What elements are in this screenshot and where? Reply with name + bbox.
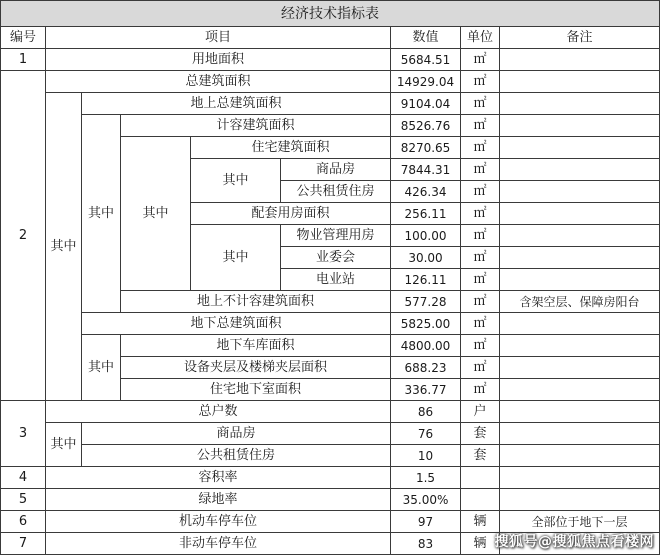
- value-cell: 8270.65: [391, 137, 461, 159]
- value-cell: 76: [391, 423, 461, 445]
- unit-cell: ㎡: [461, 269, 500, 291]
- value-cell: 100.00: [391, 225, 461, 247]
- row-number: 4: [1, 467, 46, 489]
- table-row: [1, 71, 660, 93]
- table-row: [1, 49, 660, 71]
- sub-group-label: 其中: [82, 335, 121, 401]
- item-label: 绿地率: [46, 489, 391, 511]
- value-cell: 126.11: [391, 269, 461, 291]
- header-remark: 备注: [500, 27, 660, 49]
- sub-group-label: 其中: [82, 115, 121, 313]
- table-row: [1, 335, 660, 357]
- item-label: 商品房: [281, 159, 391, 181]
- item-label: 物业管理用房: [281, 225, 391, 247]
- table-title: 经济技术指标表: [1, 1, 660, 27]
- remark-cell: [500, 467, 660, 489]
- unit-cell: 辆: [461, 511, 500, 533]
- unit-cell: ㎡: [461, 291, 500, 313]
- header-row: [1, 27, 660, 49]
- remark-cell: [500, 159, 660, 181]
- remark-cell: [500, 423, 660, 445]
- unit-cell: ㎡: [461, 49, 500, 71]
- item-label: 用地面积: [46, 49, 391, 71]
- unit-cell: 套: [461, 423, 500, 445]
- table-row: [1, 467, 660, 489]
- unit-cell: ㎡: [461, 335, 500, 357]
- item-label: 配套用房面积: [191, 203, 391, 225]
- table-row: [1, 423, 660, 445]
- row-number: 6: [1, 511, 46, 533]
- unit-cell: 户: [461, 401, 500, 423]
- value-cell: 426.34: [391, 181, 461, 203]
- value-cell: 7844.31: [391, 159, 461, 181]
- remark-cell: [500, 247, 660, 269]
- sub-group-label: 其中: [46, 93, 82, 401]
- item-label: 非动车停车位: [46, 533, 391, 555]
- remark-cell: [500, 379, 660, 401]
- item-label: 容积率: [46, 467, 391, 489]
- unit-cell: ㎡: [461, 357, 500, 379]
- unit-cell: ㎡: [461, 137, 500, 159]
- unit-cell: ㎡: [461, 115, 500, 137]
- item-label: 地上总建筑面积: [82, 93, 391, 115]
- remark-cell: [500, 313, 660, 335]
- row-number: 2: [1, 71, 46, 401]
- item-label: 住宅建筑面积: [191, 137, 391, 159]
- row-number: 7: [1, 533, 46, 555]
- remark-cell: [500, 269, 660, 291]
- title-row: [1, 1, 660, 27]
- unit-cell: ㎡: [461, 93, 500, 115]
- sub-group-label: 其中: [46, 423, 82, 467]
- item-label: 商品房: [82, 423, 391, 445]
- remark-cell: [500, 445, 660, 467]
- table-row: [1, 93, 660, 115]
- item-label: 公共租赁住房: [281, 181, 391, 203]
- item-label: 计容建筑面积: [121, 115, 391, 137]
- remark-cell: [500, 357, 660, 379]
- watermark-text: 搜狐号@搜狐焦点看楼网: [494, 534, 654, 550]
- remark-cell: [500, 225, 660, 247]
- value-cell: 256.11: [391, 203, 461, 225]
- table-row: [1, 489, 660, 511]
- table-row: [1, 445, 660, 467]
- item-label: 住宅地下室面积: [121, 379, 391, 401]
- value-cell: 577.28: [391, 291, 461, 313]
- item-label: 业委会: [281, 247, 391, 269]
- remark-cell: [500, 93, 660, 115]
- value-cell: 30.00: [391, 247, 461, 269]
- item-label: 地下总建筑面积: [82, 313, 391, 335]
- unit-cell: ㎡: [461, 181, 500, 203]
- row-number: 5: [1, 489, 46, 511]
- remark-cell: 含架空层、保障房阳台: [500, 291, 660, 313]
- unit-cell: ㎡: [461, 203, 500, 225]
- item-label: 地下车库面积: [121, 335, 391, 357]
- header-item: 项目: [46, 27, 391, 49]
- unit-cell: ㎡: [461, 379, 500, 401]
- unit-cell: [461, 489, 500, 511]
- unit-cell: ㎡: [461, 247, 500, 269]
- table-row: [1, 511, 660, 533]
- row-number: 3: [1, 401, 46, 467]
- value-cell: 8526.76: [391, 115, 461, 137]
- unit-cell: 套: [461, 445, 500, 467]
- table-row: [1, 115, 660, 137]
- remark-cell: [500, 181, 660, 203]
- item-label: 机动车停车位: [46, 511, 391, 533]
- value-cell: 35.00%: [391, 489, 461, 511]
- value-cell: 688.23: [391, 357, 461, 379]
- value-cell: 5684.51: [391, 49, 461, 71]
- sub-group-label: 其中: [191, 225, 281, 291]
- item-label: 地上不计容建筑面积: [121, 291, 391, 313]
- value-cell: 97: [391, 511, 461, 533]
- unit-cell: ㎡: [461, 313, 500, 335]
- remark-cell: [500, 71, 660, 93]
- remark-cell: [500, 401, 660, 423]
- item-label: 总户数: [46, 401, 391, 423]
- unit-cell: 辆: [461, 533, 500, 555]
- unit-cell: ㎡: [461, 225, 500, 247]
- remark-cell: [500, 335, 660, 357]
- item-label: 设备夹层及楼梯夹层面积: [121, 357, 391, 379]
- sub-group-label: 其中: [121, 137, 191, 291]
- value-cell: 5825.00: [391, 313, 461, 335]
- value-cell: 10: [391, 445, 461, 467]
- item-label: 电业站: [281, 269, 391, 291]
- unit-cell: [461, 467, 500, 489]
- value-cell: 86: [391, 401, 461, 423]
- table-row: [1, 401, 660, 423]
- unit-cell: ㎡: [461, 159, 500, 181]
- row-number: 1: [1, 49, 46, 71]
- item-label: 公共租赁住房: [82, 445, 391, 467]
- remark-cell: [500, 489, 660, 511]
- value-cell: 1.5: [391, 467, 461, 489]
- remark-cell: [500, 49, 660, 71]
- header-no: 编号: [1, 27, 46, 49]
- header-unit: 单位: [461, 27, 500, 49]
- header-value: 数值: [391, 27, 461, 49]
- value-cell: 336.77: [391, 379, 461, 401]
- value-cell: 14929.04: [391, 71, 461, 93]
- item-label: 总建筑面积: [46, 71, 391, 93]
- remark-cell: [500, 203, 660, 225]
- value-cell: 4800.00: [391, 335, 461, 357]
- sub-group-label: 其中: [191, 159, 281, 203]
- table-row: [1, 313, 660, 335]
- remark-cell: [500, 115, 660, 137]
- value-cell: 9104.04: [391, 93, 461, 115]
- unit-cell: ㎡: [461, 71, 500, 93]
- value-cell: 83: [391, 533, 461, 555]
- remark-cell: 全部位于地下一层: [500, 511, 660, 533]
- remark-cell: [500, 137, 660, 159]
